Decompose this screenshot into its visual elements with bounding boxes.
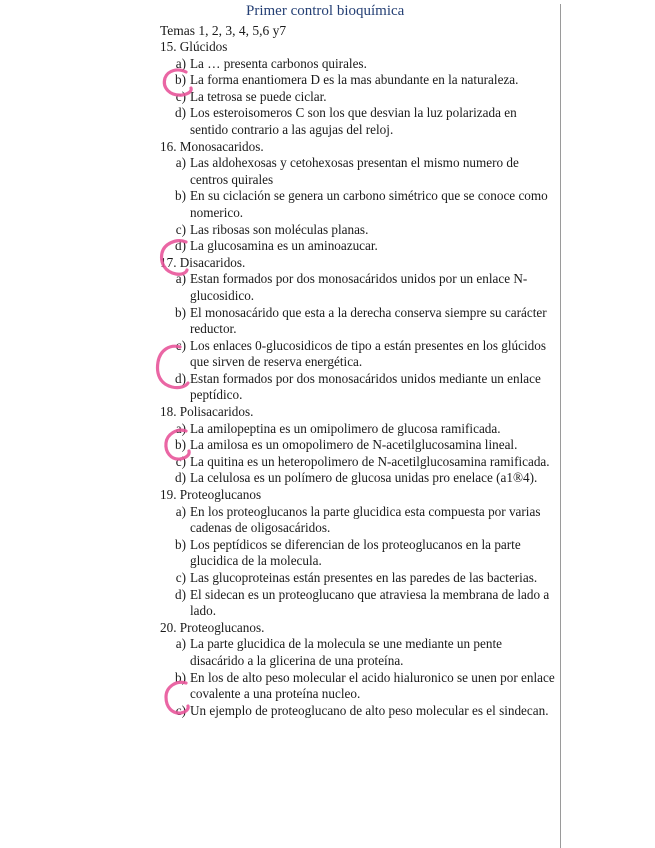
- option-letter: b): [175, 669, 186, 685]
- question-19-heading: 19. Proteoglucanos: [160, 487, 262, 503]
- question-19-option-d: [160, 587, 555, 620]
- option-letter: c): [175, 702, 186, 718]
- question-18-heading: 18. Polisacaridos.: [160, 404, 254, 420]
- option-letter: c): [175, 453, 186, 469]
- document-title: Primer control bioquímica: [246, 3, 405, 19]
- question-15-option-d: [160, 105, 555, 138]
- option-letter: a): [175, 55, 186, 71]
- option-text: Las aldohexosas y cetohexosas presentan el mismo numero de centros quirales: [190, 155, 519, 187]
- question-16-option-d: [160, 238, 555, 255]
- page-margin-rule: [560, 4, 561, 848]
- question-16-option-b: [160, 188, 555, 221]
- option-text: En los de alto peso molecular el acido hialuronico se unen por enlace covalente a una proteína nucleo.: [190, 669, 555, 702]
- option-text: La glucosamina es un aminoazucar.: [190, 238, 378, 254]
- option-text: La forma enantiomera D es la mas abundante en la naturaleza.: [190, 72, 519, 88]
- topics-line: Temas 1, 2, 3, 4, 5,6 y7: [160, 23, 287, 38]
- option-letter: b): [175, 188, 186, 204]
- question-16-option-a: [160, 155, 555, 188]
- option-letter: c): [175, 221, 186, 237]
- option-text: El monosacárido que esta a la derecha conserva siempre su carácter reductor.: [190, 304, 547, 337]
- option-text: La tetrosa se puede ciclar.: [190, 88, 327, 104]
- question-list: [160, 39, 555, 719]
- option-text: Las ribosas son moléculas planas.: [190, 221, 369, 237]
- option-letter: c): [175, 570, 186, 585]
- option-text: Los peptídicos se diferencian de los proteoglucanos en la parte glucidica de la molecula.: [190, 536, 521, 569]
- option-text: Un ejemplo de proteoglucano de alto peso molecular es el sindecan.: [190, 702, 549, 718]
- question-17-option-a: [160, 271, 555, 304]
- option-letter: c): [175, 337, 186, 353]
- option-text: Los enlaces 0-glucosidicos de tipo a están presentes en los glúcidos que sirven de reserva energética.: [190, 337, 546, 370]
- question-17-heading: 17. Disacaridos.: [160, 254, 246, 270]
- option-letter: d): [175, 370, 186, 386]
- question-20-option-b: [160, 670, 555, 703]
- option-letter: b): [175, 304, 186, 320]
- question-15-option-a: [160, 56, 555, 73]
- option-letter: a): [175, 503, 186, 519]
- question-20-heading: 20. Proteoglucanos.: [160, 619, 265, 635]
- question-19-option-b: [160, 537, 555, 570]
- option-text: La celulosa es un polímero de glucosa unidas pro enelace (a1®4).: [190, 470, 538, 486]
- option-letter: b): [175, 72, 186, 88]
- question-17-option-c: [160, 338, 555, 371]
- option-text: La amilopeptina es un omipolimero de glucosa ramificada.: [190, 420, 501, 436]
- question-17-option-b: [160, 305, 555, 338]
- question-15-heading: 15. Glúcidos: [160, 39, 228, 54]
- option-text: La … presenta carbonos quirales.: [190, 55, 367, 71]
- option-text: Las glucoproteinas están presentes en las paredes de las bacterias.: [190, 570, 538, 585]
- question-19-option-c: [160, 570, 555, 587]
- option-text: Estan formados por dos monosacáridos unidos por un enlace N-glucosidico.: [190, 271, 528, 303]
- question-18-option-a: [160, 421, 555, 438]
- option-text: La amilosa es un omopolimero de N-acetilglucosamina lineal.: [190, 437, 518, 453]
- option-letter: c): [175, 88, 186, 104]
- option-letter: a): [175, 636, 186, 652]
- question-15-option-c: [160, 89, 555, 106]
- question-20-option-c: [160, 703, 555, 720]
- question-19-option-a: [160, 504, 555, 537]
- option-letter: a): [175, 420, 186, 436]
- option-letter: b): [175, 437, 186, 453]
- question-15-option-b: [160, 72, 555, 89]
- option-letter: d): [175, 238, 186, 254]
- option-letter: d): [175, 105, 186, 121]
- option-text: La parte glucidica de la molecula se une mediante un pente disacárido a la glicerina de una proteína.: [190, 636, 502, 668]
- question-18-option-b: [160, 437, 555, 454]
- option-text: El sidecan es un proteoglucano que atraviesa la membrana de lado a lado.: [190, 586, 550, 619]
- question-16-option-c: [160, 222, 555, 239]
- question-17-option-d: [160, 371, 555, 404]
- option-text: Estan formados por dos monosacáridos unidos mediante un enlace peptídico.: [190, 370, 541, 403]
- option-letter: a): [175, 155, 186, 171]
- option-text: En los proteoglucanos la parte glucidica esta compuesta por varias cadenas de oligosacáridos.: [190, 503, 541, 536]
- question-20-option-a: [160, 636, 555, 669]
- option-letter: d): [175, 586, 186, 602]
- question-18-option-c: [160, 454, 555, 471]
- option-text: En su ciclación se genera un carbono simétrico que se conoce como nomerico.: [190, 188, 548, 220]
- option-letter: d): [175, 470, 186, 486]
- question-16-heading: 16. Monosacaridos.: [160, 138, 264, 154]
- option-letter: b): [175, 536, 186, 552]
- option-text: La quitina es un heteropolimero de N-acetilglucosamina ramificada.: [190, 453, 550, 469]
- option-text: Los esteroisomeros C son los que desvian la luz polarizada en sentido contrario a las agujas del reloj.: [190, 105, 517, 137]
- option-letter: a): [175, 271, 186, 287]
- question-18-option-d: [160, 470, 555, 487]
